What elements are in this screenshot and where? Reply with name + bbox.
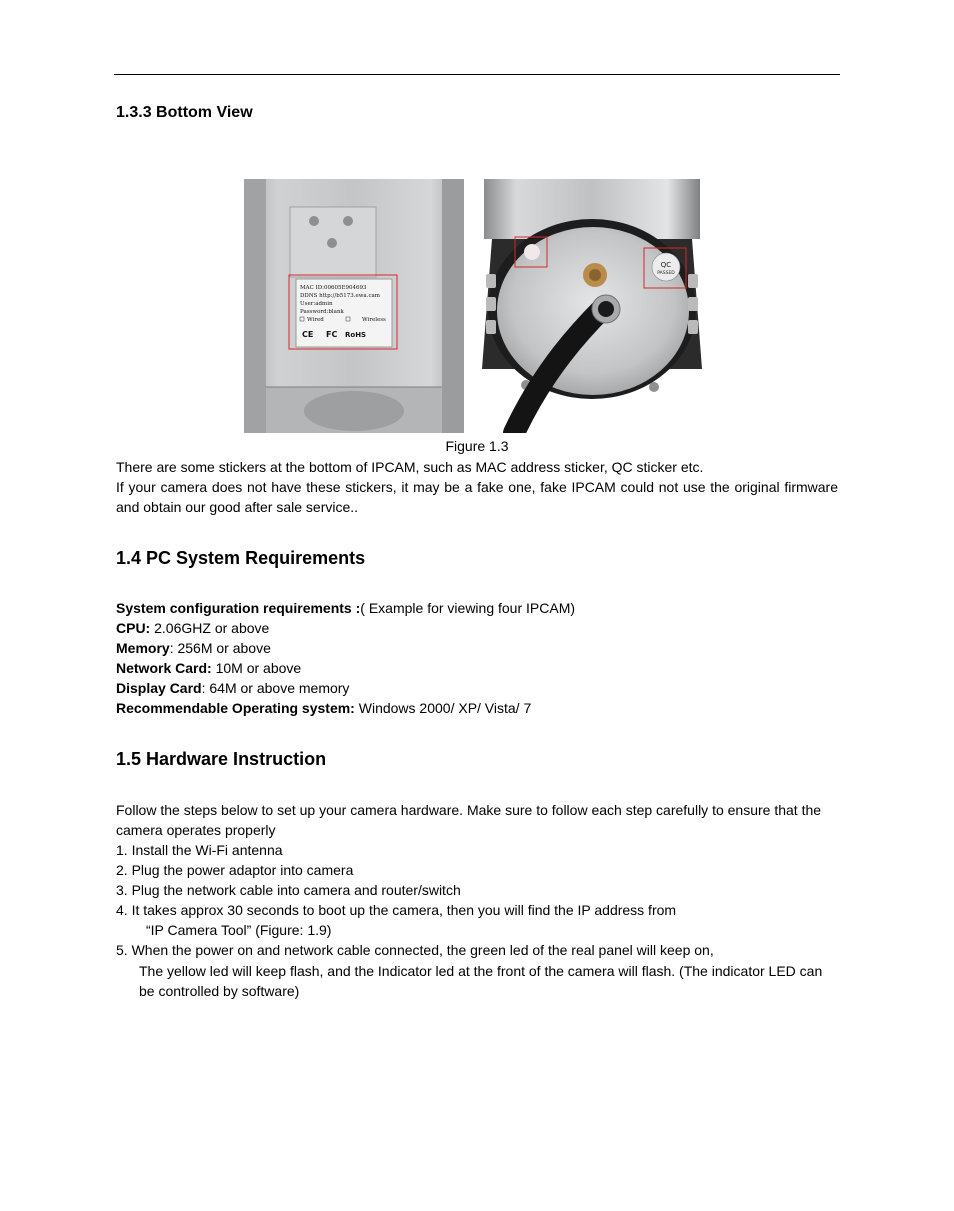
left-camera-photo	[244, 179, 464, 433]
hardware-intro: Follow the steps below to set up your camera hardware. Make sure to follow each step carefully to ensure that the camera operates properly	[116, 802, 822, 838]
step-2: 2. Plug the power adaptor into camera	[116, 862, 354, 878]
step-5: 5. When the power on and network cable connected, the green led of the real panel will keep on,	[116, 942, 714, 958]
qc-sticker-passed: PASSED	[657, 271, 675, 276]
header-rule	[114, 74, 840, 75]
sticker-fc-mark: FC	[326, 330, 338, 339]
step-5-continued: The yellow led will keep flash, and the Indicator led at the front of the camera will flash. (The indicator LED can be controlled by software)	[139, 963, 823, 999]
qc-sticker-qc: QC	[660, 261, 672, 269]
req-memory: Memory: 256M or above	[116, 640, 271, 656]
req-network-card: Network Card: 10M or above	[116, 660, 302, 676]
sticker-ddns: DDNS http://b5173.ewa.cam	[300, 293, 381, 299]
req-cpu: CPU: 2.06GHZ or above	[116, 620, 270, 636]
paragraph-stickers-line-2: If your camera does not have these stickers, it may be a fake one, fake IPCAM could not use the original firmware and obtain our good after sale service..	[116, 479, 838, 515]
figure-1-3	[244, 179, 704, 433]
req-operating-system: Recommendable Operating system: Windows 2000/ XP/ Vista/ 7	[116, 700, 532, 716]
sticker-mac: MAC ID:00605E904693	[300, 285, 367, 291]
section-heading-pc-requirements: 1.4 PC System Requirements	[116, 548, 366, 568]
step-3: 3. Plug the network cable into camera and router/switch	[116, 882, 461, 898]
section-heading-bottom-view: 1.3.3 Bottom View	[116, 104, 253, 121]
step-4: 4. It takes approx 30 seconds to boot up the camera, then you will find the IP address from	[116, 902, 677, 918]
sticker-password: Password:blank	[300, 309, 344, 315]
step-1: 1. Install the Wi-Fi antenna	[116, 842, 283, 858]
section-heading-hardware-instruction: 1.5 Hardware Instruction	[116, 749, 327, 769]
sticker-wireless: Wireless	[362, 317, 386, 323]
step-4-continued: “IP Camera Tool” (Figure: 1.9)	[146, 922, 332, 938]
sticker-user: User:admin	[300, 301, 333, 307]
sticker-ce-mark: CE	[302, 330, 314, 339]
paragraph-stickers-line-1: There are some stickers at the bottom of IPCAM, such as MAC address sticker, QC sticker etc.	[116, 459, 704, 475]
figure-caption: Figure 1.3	[445, 438, 509, 454]
req-display-card: Display Card: 64M or above memory	[116, 680, 350, 696]
right-camera-photo	[482, 179, 702, 433]
sticker-wired: Wired	[307, 317, 324, 323]
sticker-rohs-mark: RoHS	[345, 331, 367, 339]
req-system-config: System configuration requirements :( Example for viewing four IPCAM)	[116, 600, 576, 616]
